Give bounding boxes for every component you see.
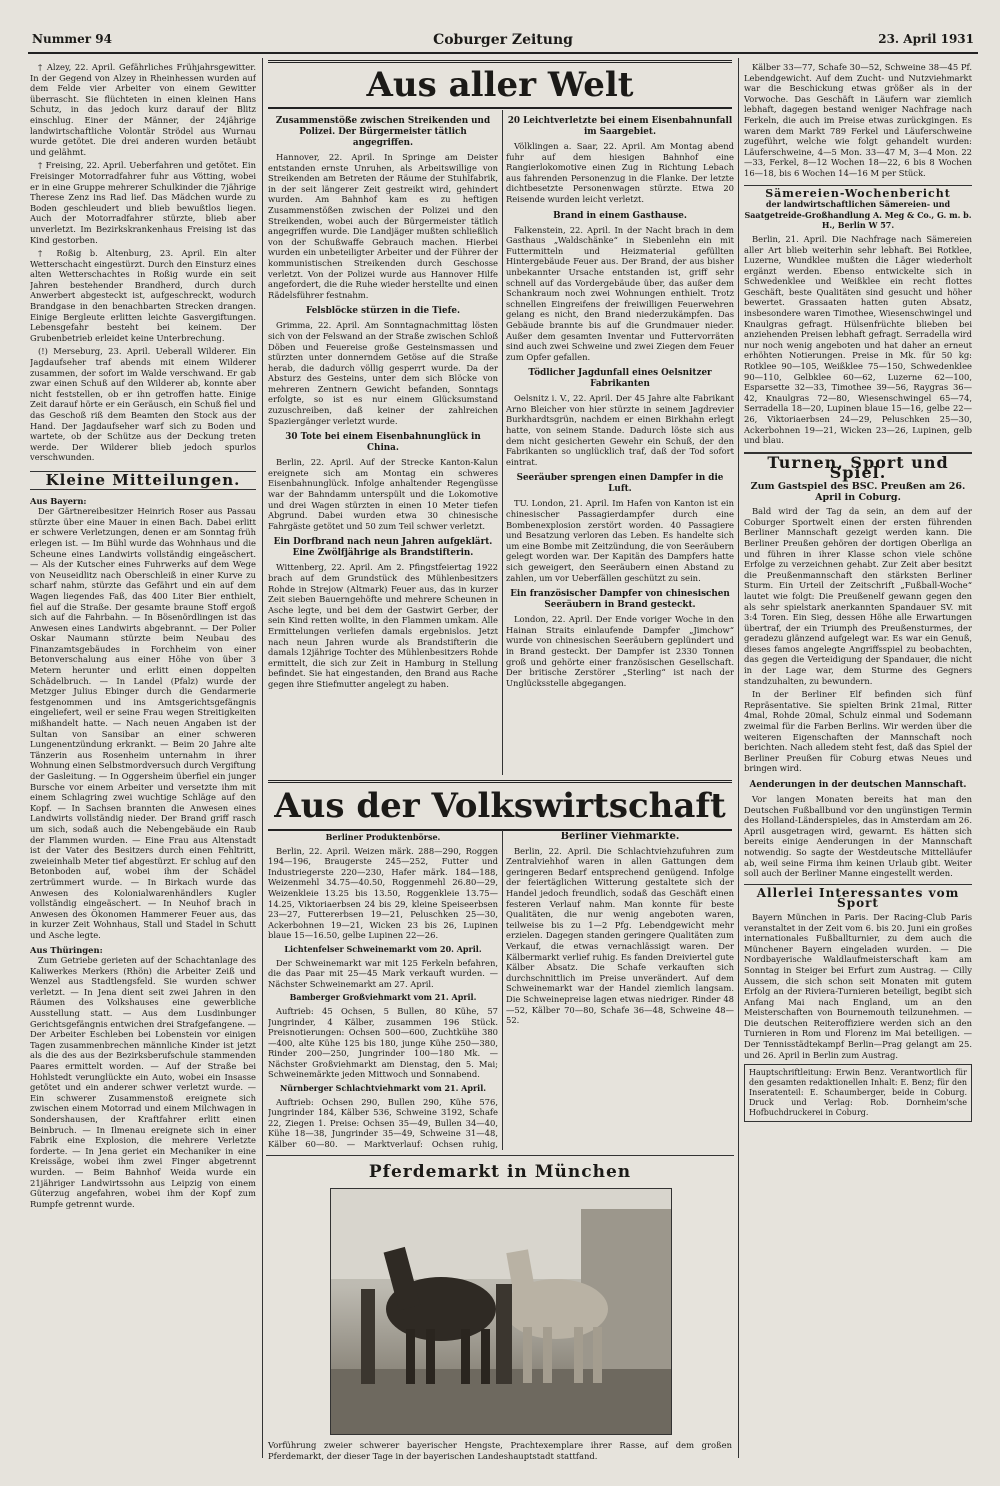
article-headline: Tödlicher Jagdunfall eines Oelsnitzer Fabrikanten [528,368,712,390]
section-title: Kleine Mitteilungen. [30,471,256,490]
left-column [30,62,256,1457]
market-text: Berlin, 22. April. Weizen märk. 288—290, Roggen 194—196, Braugerste 245—252, Futter und Industriegerste 220—230, Hafer märk. 184—188, Weizenmehl 34.75—40.50, Roggenmehl 26.80—29, Weizenkleie 13.25 bis 13.50, Roggenkleie 13.75—14.25, Viktoriaerbsen 24 bis 29, kleine Speiseerbsen 23—27, Futtererbsen 19—21, Peluschken 25—30, Ackerbohnen 19—21, Wicken 23 bis 26, Lupinen blaue 15—16.50, gelbe Lupinen 22—26. [268,845,498,941]
imprint: Hauptschriftleitung: Erwin Benz. Verantwortlich für den gesamten redaktionellen Inhalt: E. Benz; für den Inseratenteil: E. Schaumberger, beide in Coburg. Druck und Verlag: Rob. Dornheim'sche Hofbuchdruckerei in Coburg. [744,1064,972,1122]
region-text: Der Gärtnereibesitzer Heinrich Roser aus Passau stürzte über eine Mauer in einen Bach. Dabei erlitt er schwere Verletzungen, denen er am Sonntag früh erlegen ist. — Im Bühl wurde das Wohnhaus und die Scheune eines Landwirts vollständig eingeäschert. — Als der Kutscher eines Fuhrwerks auf dem Wege von Neuseidlitz nach Oberschleiß in einer Kurve zu scharf nahm, stürzte das Gefährt und ein auf dem Wagen liegendes Faß, das 400 Liter Bier enthielt, fiel auf die Straße. Der gesamte braune Stoff ergoß sich auf die Fahrbahn. — In Bösenördlingen ist das Anwesen eines Landwirts abgebrannt. — Der Polier Oskar Naumann stürzte beim Neubau des Finanzamtsgebäudes in Forchheim von einer Betonverschalung aus einer Höhe von über 3 Metern herunter und erlitt einen doppelten Schädelbruch. — In Landel (Pfalz) wurde der Metzger Julius Ebinger durch die Gendarmerie festgenommen und ins Amtsgerichtsgefängnis eingeliefert, weil er seine Frau wegen Streitigkeiten mißhandelt hatte. — Nach neuen Angaben ist der Sultan von Sansibar an einer schweren Lungenentzündung erkrankt. — Beim 20 Jahre alte Tänzerin aus Rosenheim unternahm in ihrer Wohnung einen Selbstmordversuch durch Vergiftung der Gasleitung. — In Oggersheim überfiel ein junger Bursche vor einem Arbeiter und versetzte ihm mit einem Schlagring zwei wuchtige Schläge auf den Kopf. — In Sachsen brannten die Anwesen eines Landwirts vollständig nieder. Der Brand griff rasch um sich, sodaß auch die Nebengebäude ein Raub der Flammen wurden. — Eine Frau aus Altenstadt ist der Vater des Besitzers durch einen Fehltritt, zweieinhalb Meter tief abgestürzt. Er schlug auf den Betonboden auf, wobei ihm der Schädel zertrümmert wurde. — In Birkach wurde das Anwesen des Kolonialwarenhändlers Kugler vollständig eingeäschert. — In Neuhof brach in Anwesen des Ökonomen Hammerer Feuer aus, das in kurzer Zeit Wohnhaus, Stall und Stadel in Schutt und Asche legte. [30,506,256,940]
article-text: Falkenstein, 22. April. In der Nacht brach in dem Gasthaus „Waldschänke“ in Siebenlehn ein mit Futtermitteln und Heizmaterial gefüllten Hintergebäude Feuer aus. Der Brand, der aus bisher unbekannter Ursache entstanden ist, griff sehr schnell auf das Vordergebäude über, das außer dem Schankraum noch zwei Wohnungen enthielt. Trotz schnellen Eingreifens der freiwilligen Feuerwehren gelang es nicht, den Brand niederzukämpfen. Das Gebäude brannte bis auf die Grundmauer nieder. Außer dem gesamten Inventar und Futtervorräten sind auch zwei Schweine und zwei Ziegen dem Feuer zum Opfer gefallen. [506,224,734,362]
market-text: Auftrieb: 45 Ochsen, 5 Bullen, 80 Kühe, 57 Jungrinder, 4 Kälber, zusammen 196 Stück. Preisnotierungen: Ochsen 500—600, Zuchtkühe 380—400, alte Kühe 125 bis 180, junge Kühe 250—380, Rinder 200—250, Jungrinder 100—180 Mk. — Nächster Großviehmarkt am Dienstag, den 5. Mai; Schweinemärkte jeden Mittwoch und Sonnabend. [268,1005,498,1080]
section-subtitle: der landwirtschaftlichen Sämereien- und Saatgetreide-Großhandlung A. Meg & Co., G. m. b. H., Berlin W 57. [744,199,972,231]
center-left-column [268,110,498,775]
market-title: Lichtenfelser Schweinemarkt vom 20. April. [284,943,482,954]
column-rule [502,830,503,1150]
market-text: Berlin, 22. April. Die Schlachtviehzufuhren zum Zentralviehhof waren in allen Gattungen dem geringeren Bedarf entsprechend genügend. Infolge der feiertäglichen Witterung gestaltete sich der Handel jedoch freundlich, sodaß das Geschäft einen festeren Verlauf nahm. Man konnte für beste Qualitäten, die nur wenig angeboten waren, teilweise bis zu 1—2 Pfg. Lebendgewicht mehr erzielen. Dagegen standen geringere Qualitäten zum Verkauf, die etwas vernachlässigt waren. Der Kälbermarkt verlief ruhig. Es fanden Dreiviertel gute Kälber Absatz. Die Schafe verkauften sich durchschnittlich im Preise unverändert. Auf dem Schweinemarkt war der Handel ziemlich langsam. Die Schweinepreise lagen etwas niedriger. Rinder 48—52, Kälber 70—80, Schafe 36—48, Schweine 48—52. [506,845,734,1026]
market-title: Bamberger Großviehmarkt vom 21. April. [289,992,477,1003]
column-rule [502,110,503,775]
article-text: London, 22. April. Der Ende voriger Woche in den Hainan Straits einlaufende Dampfer „Jimchow“ wurde von chinesischen Seeräubern geplündert und in Brand gesteckt. Der Dampfer ist 2330 Tonnen groß und gehörte einer französischen Gesellschaft. Der britische Zerstörer „Sterling“ ist nach der Unglücksstelle abgegangen. [506,614,734,688]
right-column [744,62,972,1462]
region-heading: Aus Thüringen: [30,944,103,955]
sport-text: Bayern München in Paris. Der Racing-Club Paris veranstaltet in der Zeit vom 6. bis 20. Juni ein großes internationales Fußballturnier, zu dem auch die Münchener Bayern eingeladen wurden. — Die Nordbayerische Waldlaufmeisterschaft kam am Sonntag in Steiger bei Erfurt zum Austrag. — Cilly Aussem, die sich schon seit Monaten mit gutem Erfolg an der Riviera-Turnieren beteiligt, begibt sich Anfang Mai nach England, um an den Meisterschaften von Bournemouth teilzunehmen. — Die deutschen Reiteroffiziere werden sich an den Turnieren in Rom und Florenz im Mai beteiligen. — Der Tennisstädtekampf Berlin—Prag gelangt am 25. und 26. April in Berlin zum Austrag. [744,911,972,1060]
section-banner: Aus der Volkswirtschaft [268,780,732,831]
article-text: Völklingen a. Saar, 22. April. Am Montag abend fuhr auf dem hiesigen Bahnhof eine Rangierlokomotive einen Zug in Richtung Lebach aus fahrenden Personenzug in die Flanke. Der letzte dichtbesetzte Personenwagen stürzte. Etwa 20 Reisende wurden leicht verletzt. [506,141,734,204]
sport-text: Bald wird der Tag da sein, an dem auf der Coburger Sportwelt einen der ersten führenden Berliner Mannschaft gezeigt werden kann. Die Berliner Preußen gehören der dortigen Oberliga an und führen in ihrer Klasse schon viele schöne Erfolge zu verzeichnen gehabt. Zur Zeit aber besitzt die Preußenmannschaft den stärksten Berliner Sturm. Ein Urteil der Zeitschrift „Fußball-Woche“ lautet wie folgt: Die Preußenelf gewann gegen den als sehr spielstark anerkannten Spandauer SV. mit 3:4 Toren. Ein Sieg, dessen Höhe alle Erwartungen übertraf, der ein Triumph des Preußensturmes, der geradezu glänzend aufgelegt war. Es war ein Genuß, dieses famos angelegte Angriffsspiel zu beobachten, das gegen die Verteidigung der Spandauer, die nicht in der Lage war, dem Sturme des Gegners standzuhalten, zu bewundern. [744,506,972,686]
news-item: † Freising, 22. April. Ueberfahren und getötet. Ein Freisinger Motorradfahrer fuhr aus Vötting, wobei er in eine Gruppe mehrerer Schulkinder die 7jährige Therese Zenz ins Rad lief. Das Mädchen wurde zu Boden geschleudert und blieb bewußtlos liegen. Auch der Motorradfahrer stürzte, blieb aber unverletzt. Im Bezirkskrankenhaus Freising ist das Kind gestorben. [30,160,256,245]
article-headline: Aenderungen in der deutschen Mannschaft. [749,780,967,790]
article-headline: Ein Dorfbrand nach neun Jahren aufgeklärt. Eine Zwölfjährige als Brandstifterin. [273,537,493,559]
sport-text: In der Berliner Elf befinden sich fünf Repräsentative. Sie spielten Brink 21mal, Ritter 4mal, Rohde 20mal, Schulz einmal und Sodemann zweimal für die Farben Berlins. Wir werden über die weiteren Eigenschaften der Mannschaft noch berichten. Nach alledem steht fest, daß das Spiel der Berliner Preußen für Coburg etwas Neues und bringen wird. [744,689,972,774]
article-headline: Ein französischer Dampfer von chinesischen Seeräubern in Brand gesteckt. [510,589,730,611]
article-headline: Zusammenstöße zwischen Streikenden und Polizei. Der Bürgermeister tätlich angegriffen. [275,116,491,148]
article-text: Oelsnitz i. V., 22. April. Der 45 Jahre alte Fabrikant Arno Bleicher von hier stürzte in seinem Jagdrevier Burkhardtsgrün, nachdem er einen Birkhahn erlegt hatte, von seinem Stande. Dadurch löste sich aus dem nicht gesicherten Gewehr ein Schuß, der den Fabrikanten so unglücklich traf, daß der Tod sofort eintrat. [506,393,734,467]
news-item: † Alzey, 22. April. Gefährliches Frühjahrsgewitter. In der Gegend von Alzey in Rheinhessen wurden auf dem Felde vier Arbeiter von einem Gewitter überrascht. Sie flüchteten in einen kleinen Hans Schutz, in das jedoch kurz darauf der Blitz einschlug. Einer der Männer, der 24jährige landwirtschaftliche Volontär Strödel aus Wurnau wurde getötet. Die drei anderen wurden betäubt und gelähmt. [30,62,256,157]
market-title: Berliner Produktenbörse. [325,832,441,842]
article-headline: Brand in einem Gasthause. [553,210,687,221]
article-text: Hannover, 22. April. In Springe am Deister entstanden ernste Unruhen, als Arbeitswillige von Streikenden am Betreten der Räume der Stuhlfabrik, in der seit längerer Zeit gestreikt wird, gehindert wurden. Am Bahnhof kam es zu heftigen Zusammenstößen zwischen der Polizei und den Streikenden, wobei auch der Bürgermeister tätlich angegriffen wurde. Die Landjäger mußten schließlich von der Schußwaffe Gebrauch machen. Hierbei wurden ein unbeteiligter Arbeiter und der Führer der kommunistischen Streikenden durch Geschosse verletzt. Von der Polizei wurde aus Hannover Hilfe angefordert, die die Ruhe wieder herstellte und einen Rädelsführer festnahm. [268,152,498,300]
article-headline: Seeräuber sprengen einen Dampfer in die Luft. [516,473,724,495]
report-text: Berlin, 21. April. Die Nachfrage nach Sämereien aller Art blieb weiterhin sehr lebhaft. Bei Rotklee, Luzerne, Wundklee mußten die Läger wiederholt ergänzt werden. Ebenso entwickelte sich in Schwedenklee und Weißklee ein recht flottes Geschäft, beste Qualitäten sind gesucht und höher bewertet. Grassaaten hatten guten Absatz, insbesondere waren Timothee, Wiesenschwingel und Knaulgras gefragt. Hülsenfrüchte blieben bei anziehenden Preisen lebhaft gefragt. Serradella wird nur noch wenig angeboten und hat daher an erneut erhöhten Notierungen. Preise in Mk. für 50 kg: Rotklee 90—105, Weißklee 75—150, Schwedenklee 90—110, Gelbklee 60—62, Luzerne 62—100, Esparsette 32—33, Timothee 39—56, Raygras 36—42, Knaulgras 72—80, Wiesenschwingel 65—74, Serradella 18—20, Lupinen blaue 15—16, gelbe 22—26, Viktoriaerbsen 24—29, Peluschken 25—30, Ackerbohnen 19—21, Wicken 23—26, Lupinen, gelb und blau. [744,233,972,446]
issue-number: Nummer 94 [32,32,112,46]
article-headline: 20 Leichtverletzte bei einem Eisenbahnunfall im Saargebiet. [507,116,733,137]
divider [266,1155,734,1156]
market-text: Der Schweinemarkt war mit 125 Ferkeln befahren, die das Paar mit 25—45 Mark verkauft wurden. — Nächster Schweinemarkt am 27. April. [268,957,498,989]
issue-date: 23. April 1931 [878,32,974,46]
page-header [28,30,978,54]
market-text: Kälber 33—77, Schafe 30—52, Schweine 38—45 Pf. Lebendgewicht. Auf dem Zucht- und Nutzviehmarkt war die Beschickung etwas größer als in der Vorwoche. Das Geschäft in Läufern war ziemlich lebhaft, dagegen bestand weniger Nachfrage nach Ferkeln, die auch im Preise etwas zurückgingen. Es waren dem Markt 789 Ferkel und Läuferschweine zugeführt, welche wie folgt gehandelt wurden: Läuferschweine, 4—5 Mon. 33—47 M, 3—4 Mon. 22—33, Ferkel, 8—12 Wochen 18—22, 6 bis 8 Wochen 16—18, bis 6 Wochen 14—16 M per Stück. [744,62,972,178]
article-headline: Felsblöcke stürzen in die Tiefe. [305,306,461,317]
horse-photo-illustration [331,1189,671,1434]
econ-left-column [268,832,498,1150]
photo-caption: Vorführung zweier schwerer bayerischer Hengste, Prachtexemplare ihrer Rasse, auf dem großen Pferdemarkt, der dieser Tage in der bayerischen Landeshauptstadt stattfand. [268,1440,732,1461]
paper-title: Coburger Zeitung [433,32,573,48]
section-title: Allerlei Interessantes vom Sport [744,884,972,909]
center-right-column [506,110,734,775]
section-title: Turnen, Sport und Spiel. [744,452,972,479]
section-title: Sämereien-Wochenbericht [744,185,972,200]
article-text: Berlin, 22. April. Auf der Strecke Kanton-Kalun ereignete sich am Montag ein schweres Eisenbahnunglück. Infolge anhaltender Regengüsse war der Bahndamm unterspült und die Lokomotive und drei Wagen stürzten in einen 10 Meter tiefen Abgrund. Dabei wurden etwa 30 chinesische Fahrgäste getötet und 50 zum Teil schwer verletzt. [268,457,498,531]
column-rule [738,58,739,1458]
market-text: Auftrieb: Ochsen 290, Bullen 290, Kühe 576, Jungrinder 184, Kälber 536, Schweine 3192, Schafe 22, Ziegen 1. Preise: Ochsen 35—49, Bullen 34—40, Kühe 18—38, Jungrinder 35—49, Schweine 31—48, Kälber 60—80. — Marktverlauf: Ochsen ruhig, [268,1096,498,1150]
news-item: † Roßig b. Altenburg, 23. April. Ein alter Wetterschacht eingestürzt. Durch den Einsturz eines alten Wetterschachtes in Roßig wurde ein seit Jahren bestehender Brandherd, durch durch Anwerbert abgesteckt ist, aufgeschreckt, wodurch Brandgase in den benachbarten Strecken drangen. Einige Bergleute erlitten leichte Gasvergiftungen. Lebensgefahr besteht bei keinem. Der Grubenbetrieb erleidet keine Unterbrechung. [30,248,256,343]
region-text: Zum Getriebe gerieten auf der Schachtanlage des Kaliwerkes Merkers (Rhön) die Arbeiter Zeiß und Wenzel aus Stadtlengsfeld. Sie wurden schwer verletzt. — In Jena dient seit zwei Jahren in den Räumen des Volkshauses eine gewerbliche Ausstellung statt. — Aus dem Lusdinbunger Gerichtsgefängnis entwichen drei Strafgefangene. — Der Arbeiter Eschleben bei Lobenstein vor einigen Tagen zusammenbrechen männliche Kinder ist jetzt als die des aus der Bezirksberufschule stammenden Paares ermittelt worden. — Auf der Straße bei Hohlstedt verunglückte ein Auto, wobei ein Insasse getötet und ein anderer schwer verletzt wurde. — Ein schwerer Zusammenstoß ereignete sich zwischen einem Motorrad und einem Milchwagen in Sondershausen, der Kraftfahrer erlitt einen Beinbruch. — In Ilmenau ereignete sich in einer Fabrik eine Explosion, die mehrere Verletzte forderte. — In Jena geriet ein Mechaniker in eine Kreissäge, wobei ihm zwei Finger abgetrennt wurden. — Beim Bahnhof Weida wurde ein 21jähriger Landwirtssohn aus Leipzig von einem Güterzug angefahren, wobei ihm der Kopf zum Rumpfe getrennt wurde. [30,955,256,1209]
section-banner: Aus aller Welt [268,60,732,109]
article-text: Wittenberg, 22. April. Am 2. Pfingstfeiertag 1922 brach auf dem Grundstück des Mühlenbesitzers Rohde in Strejow (Altmark) Feuer aus, das in kurzer Zeit sieben Bauerngehöfte und mehrere Scheunen in Asche legte, und bei dem der Gastwirt Gerber, der sein Kind retten wollte, in den Flammen umkam. Alle Ermittelungen verliefen damals ergebnislos. Jetzt nach neun Jahren wurde als Brandstifterin die damals 12jährige Tochter des Mühlenbesitzers Rohde ermittelt, die sich zur Zeit in Hamburg in Stellung befindet. Sie hat eingestanden, den Brand aus Rache gegen ihre Stiefmutter angelegt zu haben. [268,562,498,689]
photo-title: Pferdemarkt in München [368,1162,632,1182]
article-headline: 30 Tote bei einem Eisenbahnunglück in China. [285,432,481,454]
column-rule [262,58,263,1458]
market-title: Berliner Viehmärkte. [560,832,680,842]
market-title: Nürnberger Schlachtviehmarkt vom 21. April. [279,1083,487,1094]
photo-horses [330,1188,672,1435]
article-text: TU. London, 21. April. Im Hafen von Kanton ist ein chinesischer Passagierdampfer durch eine Bombenexplosion zerstört worden. 40 Passagiere und Besatzung verloren das Leben. Es handelte sich um eine Bombe mit Zeitzündung, die von Seeräubern gelegt worden war. Der Kapitän des Dampfers hatte sich geweigert, den Seeräubern einen Abstand zu zahlen, um vor Ueberfällen geschützt zu sein. [506,498,734,583]
sport-text: Vor langen Monaten bereits hat man den Deutschen Fußballbund vor den ungünstigen Termin des Holland-Länderspieles, das in Amsterdam am 26. April ausgetragen wird, gewarnt. Es hätten sich bereits einige Aenderungen in der Mannschaft notwendig. So sagte der Westdeutsche Mittelläufer ab, weil seine Firma ihm keinen Urlaub gibt. Weiter soll auch der Berliner Manne eingestellt werden. [744,794,972,879]
econ-right-column [506,832,734,1150]
section-subtitle: Zum Gastspiel des BSC. Preußen am 26. April in Coburg. [750,480,966,503]
news-item: (!) Merseburg, 23. April. Ueberall Wilderer. Ein Jagdaufseher traf abends mit einem Wilderer zusammen, der sofort im Walde verschwand. Er gab zwar einen Schuß auf den Wilderer ab, konnte aber nicht feststellen, ob er ihn getroffen hatte. Einige Zeit darauf hörte er ein Geräusch, ein Schuß fiel und das Geschoß riß dem Beamten den Stock aus der Hand. Der Jagdaufseher warf sich zu Boden und wartete, ob der Schütze aus der Deckung treten werde. Der Wilderer blieb jedoch spurlos verschwunden. [30,346,256,463]
article-text: Grimma, 22. April. Am Sonntagnachmittag lösten sich von der Felswand an der Straße zwischen Schloß Döben und Feuereise große Gesteinsmassen und stürzten unter donnerndem Getöse auf die Straße herab, die dadurch völlig gesperrt wurde. Da der Absturz des Gesteins, unter dem sich Blöcke von mehreren Zentnern Gewicht befanden, Sonntags erfolgte, so ist es nur einem Glücksumstand zuzuschreiben, daß keiner der zahlreichen Spaziergänger verletzt wurde. [268,320,498,426]
region-heading: Aus Bayern: [30,495,87,506]
